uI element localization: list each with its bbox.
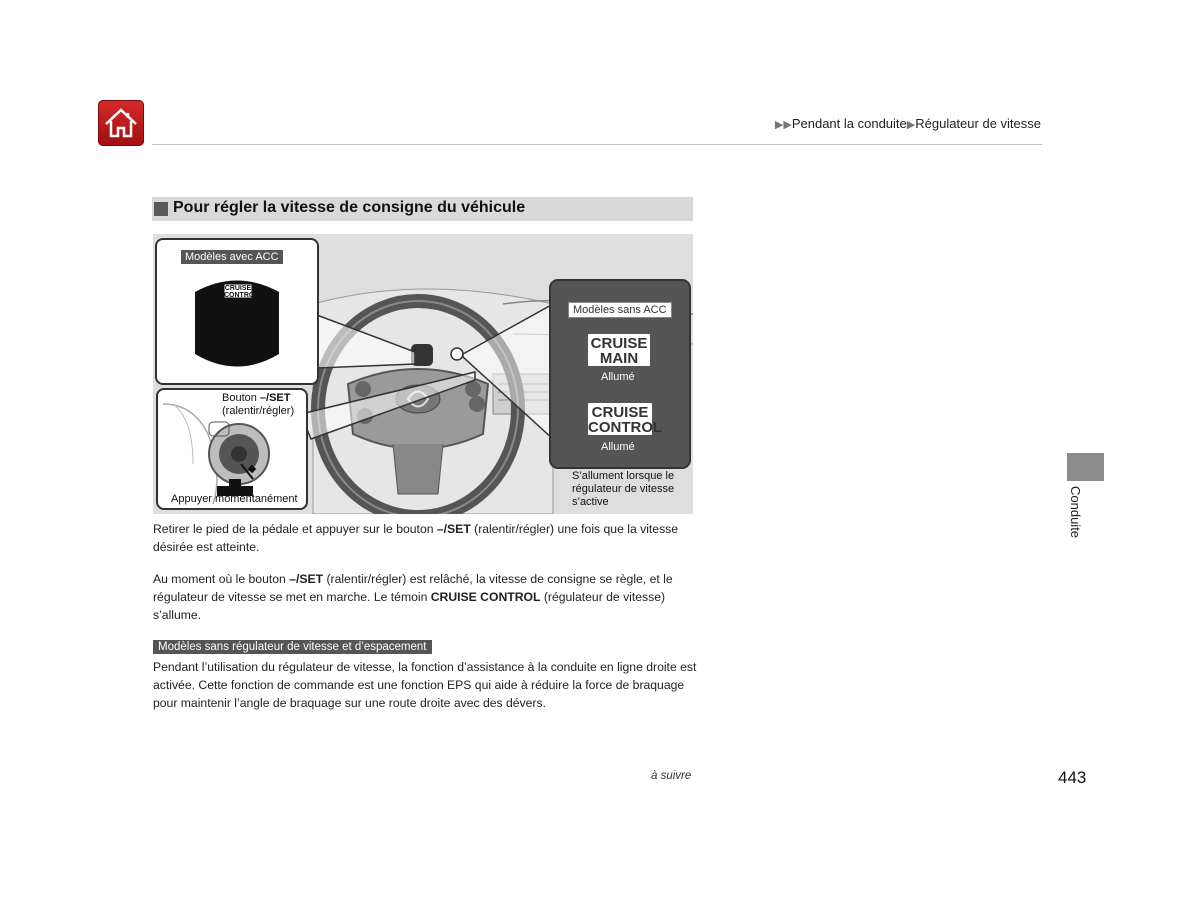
breadcrumb-item-cruise[interactable]: Régulateur de vitesse bbox=[915, 116, 1041, 131]
paragraph-release: Au moment où le bouton –/SET (ralentir/régler) est relâché, la vitesse de consigne se règle, et le régulateur de vitesse se met en marche. Le témoin CRUISE CONTROL (régulateur de vitesse) s’allume. bbox=[153, 572, 673, 622]
header-divider bbox=[152, 144, 1042, 145]
home-icon bbox=[98, 100, 144, 146]
cruise-control-indicator-icon: CRUISE CONTROL bbox=[585, 400, 655, 438]
cruise-control-button-label: CRUISE CONTROL bbox=[224, 285, 259, 299]
chapter-tab[interactable] bbox=[1067, 453, 1104, 481]
breadcrumb bbox=[775, 116, 1041, 131]
dashboard-illustration bbox=[153, 234, 693, 514]
no-acc-models-label: Modèles sans ACC bbox=[568, 302, 672, 318]
cruise-main-state: Allumé bbox=[601, 371, 635, 383]
cruise-main-indicator-icon: CRUISE MAIN bbox=[585, 331, 653, 369]
breadcrumb-item-driving[interactable]: Pendant la conduite bbox=[791, 116, 907, 131]
paragraph-set-speed: Retirer le pied de la pédale et appuyer sur le bouton –/SET (ralentir/régler) une fois que la vitesse désirée est atteinte. bbox=[153, 522, 679, 554]
chapter-label: Conduite bbox=[1068, 486, 1083, 539]
section-square-icon bbox=[154, 202, 168, 216]
paragraph-eps: Pendant l’utilisation du régulateur de vitesse, la fonction d’assistance à la conduite en ligne droite est activée. Cette fonction de commande est une fonction EPS qui aide à réduire la force de braquage pour maintenir l’angle de braquage sur une route droite avec des dévers. bbox=[153, 660, 697, 710]
press-momentarily-label: Appuyer momentanément bbox=[171, 493, 298, 505]
breadcrumb-arrow-icon: ▶ bbox=[906, 119, 916, 131]
breadcrumb-arrow-icon: ▶▶ bbox=[774, 119, 792, 131]
page-number: 443 bbox=[1058, 768, 1087, 787]
section-heading bbox=[152, 197, 693, 221]
model-variant-tag: Modèles sans régulateur de vitesse et d’espacement bbox=[153, 640, 432, 654]
continued-note: à suivre bbox=[651, 770, 692, 782]
section-title: Pour régler la vitesse de consigne du véhicule bbox=[173, 199, 526, 216]
home-button[interactable] bbox=[98, 100, 144, 146]
acc-models-label: Modèles avec ACC bbox=[181, 250, 283, 264]
cruise-control-state: Allumé bbox=[601, 441, 635, 453]
set-button-label: Bouton –/SET (ralentir/régler) bbox=[222, 392, 295, 417]
indicator-note: S’allument lorsque le régulateur de vitesse s’active bbox=[572, 470, 675, 508]
